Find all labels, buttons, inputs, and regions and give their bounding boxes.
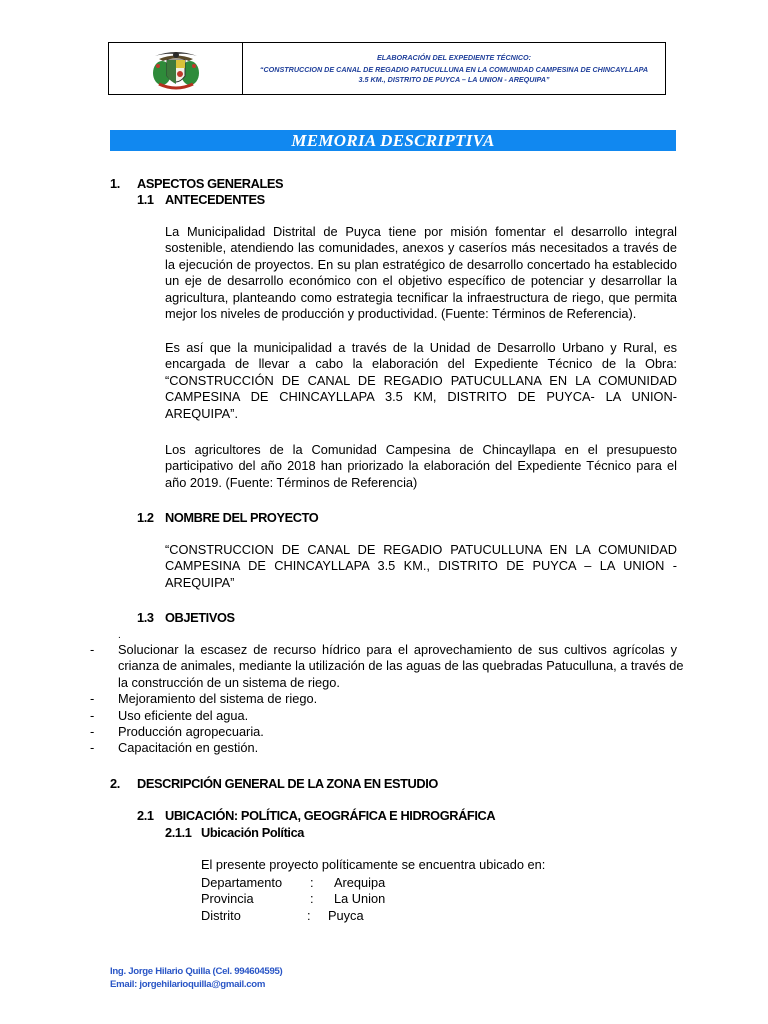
text-line: Uso eficiente del agua. (118, 707, 249, 723)
section-1-3-number: 1.3 (137, 610, 154, 625)
list-item (90, 691, 677, 707)
section-1-1-heading: ANTECEDENTES (165, 192, 265, 207)
section-1-3-heading: OBJETIVOS (165, 610, 235, 625)
text-line: “CONSTRUCCION DE CANAL DE REGADIO PATUCULLUNA EN LA COMUNIDAD (165, 542, 677, 557)
header-text (243, 43, 665, 94)
municipal-coat-of-arms-icon (149, 46, 203, 92)
list-item (90, 740, 677, 756)
text-line: Mejoramiento del sistema de riego. (118, 691, 318, 707)
province-label: Provincia (201, 891, 254, 906)
text-line: crianza de animales, mediante la utilización de las aguas de las quebradas Patuculluna, a través de (118, 658, 684, 674)
bullet-dash: - (90, 642, 95, 657)
section-1-heading: ASPECTOS GENERALES (137, 176, 284, 191)
text-line: año 2019. (Fuente: Términos de Referencia) (165, 474, 418, 490)
page-header (108, 42, 666, 95)
text-line: la ejecución de proyectos. En su plan estratégico de desarrollo concertado ha establecido (165, 256, 677, 272)
district-value: Puyca (328, 908, 364, 923)
antecedentes-paragraph-1 (165, 224, 677, 322)
section-1-1-number: 1.1 (137, 192, 154, 207)
bullet-dash: - (90, 691, 95, 707)
district-label: Distrito (201, 908, 241, 923)
colon: : (310, 875, 314, 890)
department-label: Departamento (201, 875, 283, 890)
location-intro: El presente proyecto políticamente se encuentra ubicado en: (201, 857, 546, 872)
text-line: AREQUIPA” (165, 574, 235, 590)
text-line: Es así que la municipalidad a través de la Unidad de Desarrollo Urbano y Rural, es (165, 340, 677, 355)
department-value: Arequipa (334, 875, 386, 890)
section-1-2-heading: NOMBRE DEL PROYECTO (165, 510, 319, 525)
section-2-heading: DESCRIPCIÓN GENERAL DE LA ZONA EN ESTUDIO (137, 776, 438, 791)
text-line: mejor los niveles de producción y productividad. (Fuente: Términos de Referencia). (165, 306, 637, 322)
list-item (90, 724, 677, 740)
text-line: participativo del año 2018 han priorizado la elaboración del Expediente Técnico para el (165, 458, 677, 474)
antecedentes-paragraph-3 (165, 442, 677, 491)
text-line: la construcción de un sistema de riego. (118, 674, 340, 690)
colon: : (310, 891, 314, 906)
stray-dot: . (118, 630, 121, 641)
text-line: AREQUIPA”. (165, 405, 239, 421)
footer-email: Email: jorgehilarioquilla@gmail.com (110, 979, 266, 990)
section-1-2-number: 1.2 (137, 510, 154, 525)
text-line: Capacitación en gestión. (118, 740, 259, 756)
bullet-dash: - (90, 724, 95, 740)
objectives-list (90, 642, 684, 757)
section-2-1-1-number: 2.1.1 (165, 825, 192, 840)
section-2-number: 2. (110, 776, 120, 791)
text-line: agricultura, planteando como estrategia tecnificar la infraestructura de riego, que permita (165, 289, 677, 305)
antecedentes-paragraph-2 (165, 340, 677, 422)
text-line: CAMPESINA DE CHINCAYLLAPA 3.5 KM, DISTRITO DE PUYCA- LA UNION- (165, 389, 677, 405)
list-item (90, 642, 684, 691)
text-line: Los agricultores de la Comunidad Campesina de Chincayllapa en el presupuesto (165, 442, 677, 457)
text-line: “CONSTRUCCIÓN DE CANAL DE REGADIO PATUCULLANA EN LA COMUNIDAD (165, 372, 677, 388)
list-item (90, 708, 677, 724)
text-line: La Municipalidad Distrital de Puyca tiene por misión fomentar el desarrollo integral (165, 224, 677, 239)
header-line-2: “CONSTRUCCION DE CANAL DE REGADIO PATUCULLUNA EN LA COMUNIDAD CAMPESINA DE CHINCAYLLAPA (259, 64, 649, 74)
text-line: CAMPESINA DE CHINCAYLLAPA 3.5 KM., DISTRITO DE PUYCA – LA UNION - (165, 558, 677, 574)
header-line-1: ELABORACIÓN DEL EXPEDIENTE TÉCNICO: (376, 52, 531, 62)
colon: : (307, 908, 311, 923)
bullet-dash: - (90, 740, 95, 756)
text-line: un eje de desarrollo económico con el objetivo específico de potenciar y desarrollar la (165, 273, 677, 289)
province-value: La Union (334, 891, 386, 906)
section-2-1-1-heading: Ubicación Política (201, 825, 305, 840)
footer-engineer: Ing. Jorge Hilario Quilla (Cel. 994604595) (110, 966, 283, 977)
header-line-3: 3.5 KM., DISTRITO DE PUYCA – LA UNION - AREQUIPA” (358, 74, 550, 84)
section-2-1-heading: UBICACIÓN: POLÍTICA, GEOGRÁFICA E HIDROGRÁFICA (165, 808, 496, 823)
bullet-dash: - (90, 707, 95, 723)
section-1-number: 1. (110, 176, 120, 191)
document-title: MEMORIA DESCRIPTIVA (110, 130, 676, 151)
text-line: sostenible, atendiendo las comunidades, anexos y caseríos más necesitados a través de (165, 240, 677, 256)
project-name-paragraph (165, 542, 677, 591)
text-line: encargada de llevar a cabo la elaboración del Expediente Técnico de la Obra: (165, 356, 677, 372)
page-footer (110, 965, 282, 991)
section-2-1-number: 2.1 (137, 808, 154, 823)
text-line: Solucionar la escasez de recurso hídrico para el aprovechamiento de sus cultivos agrícolas y (118, 642, 677, 657)
text-line: Producción agropecuaria. (118, 724, 264, 740)
header-logo-cell (109, 43, 243, 94)
